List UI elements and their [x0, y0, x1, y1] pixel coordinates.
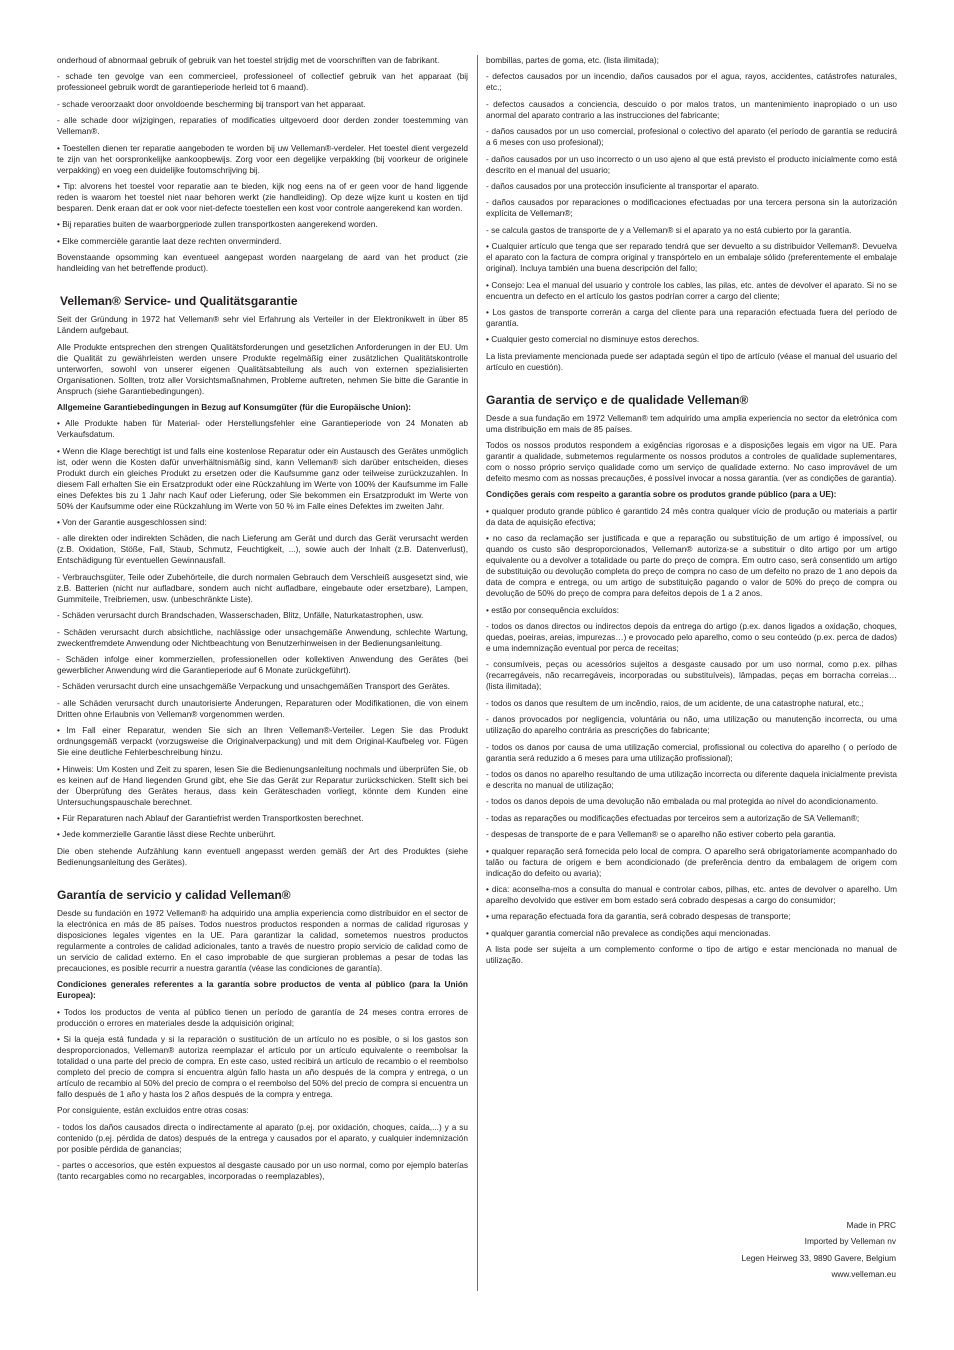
paragraph: - alle Schäden verursacht durch unautorisierte Änderungen, Reparaturen oder Modifikationen, die von einem Dritten ohne Erlaubnis von Velleman® vorgenommen werden. — [57, 697, 468, 719]
left-column — [57, 55, 468, 1188]
paragraph: - todas as reparações ou modificações efectuadas por terceiros sem a autorização de SA Velleman®; — [486, 812, 860, 823]
paragraph: • no caso da reclamação ser justificada e que a reparação ou substituição de um artigo é impossível, ou quando os custo são desproporcionados, Velleman® autoriza-se a substituir o dito artigo por um artigo equivalente ou a devolver a totalidade ou parte do preço de compra. Em outro caso, será consentido um artigo de substituição ou devolução completa do preço de compra no caso de um defeito no prazo de 1 ano depois da data de compra e entrega, ou um artigo de substituição pagando o valor de 50% do preço de compra ou devolução de 50% do preço de compra para defeitos depois de 1 a 2 anos. — [486, 533, 897, 599]
paragraph: • Wenn die Klage berechtigt ist und falls eine kostenlose Reparatur oder ein Austausch des Gerätes unmöglich ist, oder wenn die Kosten dafür unverhältnismäßig sind, kann Velleman® sich darüber entscheiden, dieses Produkt durch ein gleiches Produkt zu ersetzen oder die Kaufsumme ganz oder teilweise zurückzuzahlen. In diesem Fall erhalten Sie ein Ersatzprodukt oder eine Rückzahlung im Werte von 100% der Kaufsumme im Falle eines Defektes bis zu 1 Jahr nach Kauf oder Lieferung, oder Sie bekommen ein Ersatzprodukt im Werte von 50% der Kaufsumme oder eine Rückzahlung im Werte von 50 % im Falle eines Defektes im zweiten Jahr. — [57, 445, 468, 511]
paragraph: - Schäden verursacht durch Brandschaden, Wasserschaden, Blitz, Unfälle, Naturkatastrophen, usw. — [57, 610, 424, 621]
paragraph: - Verbrauchsgüter, Teile oder Zubehörteile, die durch normalen Gebrauch dem Verschleiß ausgesetzt sind, wie z.B. Batterien (nicht nur aufladbare, sondern auch nicht aufladbare, eingebaute oder ersetzbare), Lampen, Gummiteile, Treibriemen, usw. (unbeschränkte Liste). — [57, 571, 468, 604]
paragraph: • Im Fall einer Reparatur, wenden Sie sich an Ihren Velleman®-Verteiler. Legen Sie das Produkt ordnungsgemäß verpackt (vorzugsweise die Originalverpackung) und mit dem Original-Kaufbeleg vor. Fügen Sie eine deutliche Fehlerbeschreibung hinzu. — [57, 725, 468, 758]
paragraph: Seit der Gründung in 1972 hat Velleman® sehr viel Erfahrung als Verteiler in der Elektronikwelt in über 85 Ländern aufgebaut. — [57, 314, 468, 336]
paragraph: - Schäden verursacht durch absichtliche, nachlässige oder unsachgemäße Anwendung, schlechte Wartung, zweckentfremdete Anwendung oder Nichtbeachtung von Benutzerhinweisen in der Bedienungsanleitung. — [57, 626, 468, 648]
paragraph: Por consiguiente, están excluidos entre otras cosas: — [57, 1105, 249, 1116]
made-in-label: Made in PRC — [846, 1220, 896, 1230]
pt-warranty-intro — [486, 413, 897, 484]
paragraph: A lista pode ser sujeita a um complemento conforme o tipo de artigo e estar mencionada no manual de utilização. — [486, 944, 897, 966]
paragraph: - daños causados por un uso incorrecto o un uso ajeno al que está previsto el producto inicialmente como está descrito en el manual del usuario; — [486, 153, 897, 175]
es-warranty-continuation — [486, 55, 897, 373]
paragraph: - daños causados por una protección insuficiente al transportar el aparato. — [486, 180, 760, 191]
paragraph: • qualquer produto grande público é garantido 24 mês contra qualquer vício de produção ou materiais a partir da data de aquisição efectiva; — [486, 505, 897, 527]
es-warranty-items — [57, 1007, 468, 1183]
paragraph: - todos os danos por causa de uma utilização comercial, profissional ou colectiva do aparelho ( o período de garantia será reduzido a 6 meses para uma utilização profissional); — [486, 741, 897, 763]
paragraph: • Consejo: Lea el manual del usuario y controle los cables, las pilas, etc. antes de devolver el aparato. Si no se encuentra un defecto en el artículo los gastos podrían correr a cargo del cliente; — [486, 279, 897, 301]
es-conditions-heading: Condiciones generales referentes a la garantía sobre productos de venta al público (para la Unión Europea): — [57, 979, 468, 1001]
paragraph: Alle Produkte entsprechen den strengen Qualitätsforderungen und gesetzlichen Anforderungen in der EU. Um die Qualität zu gewährleisten werden unsere Produkte regelmäßig einer zusätzlichen Qualitätskontrolle unterworfen, sowohl von unserer eigenen Qualitätsabteilung als auch von externen spezialisierten Organisationen. Sollten, trotz aller Vorsichtsmaßnahmen, Probleme auftreten, nehmen Sie bitte die Garantie in Anspruch (siehe Garantiebedingungen). — [57, 341, 468, 396]
paragraph: - defectos causados a conciencia, descuido o por malos tratos, un mantenimiento inapropiado o un uso anormal del aparato contrario a las instrucciones del fabricante; — [486, 98, 897, 120]
paragraph: Die oben stehende Aufzählung kann eventuell angepasst werden gemäß der Art des Produktes (siehe Bedienungsanleitung des Gerätes). — [57, 845, 468, 867]
paragraph: • qualquer garantia comercial não prevalece as condições aqui mencionadas. — [486, 927, 771, 938]
paragraph: - se calcula gastos de transporte de y a Velleman® si el aparato ya no está cubierto por la garantía. — [486, 224, 852, 235]
de-warranty-intro — [57, 314, 468, 396]
right-column — [486, 55, 897, 972]
paragraph: - todos os danos depois de uma devolução não embalada ou mal protegida ao nível do acondicionamento. — [486, 796, 879, 807]
paragraph: - todos os danos no aparelho resultando de uma utilização incorrecta ou diferente daquela inicialmente prevista e descrita no manual de utilização; — [486, 768, 897, 790]
paragraph: • dica: aconselha-mos a consulta do manual e controlar cabos, pilhas, etc. antes de devolver o aparelho. Um aparelho devolvido que estiver em bom estado será cobrado despesas a cargo do consumidor; — [486, 883, 897, 905]
paragraph: - defectos causados por un incendio, daños causados por el agua, rayos, accidentes, catástrofes naturales, etc.; — [486, 71, 897, 93]
paragraph: - schade ten gevolge van een commercieel, professioneel of collectief gebruik van het apparaat (bij professioneel gebruik wordt de garantieperiode herleid tot 6 maand). — [57, 71, 468, 93]
paragraph: - Schäden infolge einer kommerziellen, professionellen oder kollektiven Anwendung des Gerätes (bei gewerblicher Anwendung wird die Garantieperiode auf 6 Monate zurückgeführt). — [57, 654, 468, 676]
paragraph: - danos provocados por negligencia, voluntária ou não, uma utilização ou manutenção incorrecta, ou uma utilização do aparelho contrária as prescrições do fabricante; — [486, 714, 897, 736]
paragraph: • Todos los productos de venta al público tienen un período de garantía de 24 meses contra errores de producción o errores en materiales desde la adquisición original; — [57, 1006, 468, 1028]
paragraph: onderhoud of abnormaal gebruik of gebruik van het toestel strijdig met de voorschriften van de fabrikant. — [57, 55, 440, 65]
paragraph: Bovenstaande opsomming kan eventueel aangepast worden naargelang de aard van het product (zie handleiding van het betreffende product). — [57, 252, 468, 274]
paragraph: • Für Reparaturen nach Ablauf der Garantiefrist werden Transportkosten berechnet. — [57, 812, 364, 823]
pt-warranty-title: Garantia de serviço e de qualidade Velleman® — [486, 392, 749, 407]
paragraph: • Los gastos de transporte correrán a carga del cliente para una reparación efectuada fuera del período de garantía. — [486, 306, 897, 328]
paragraph: - daños causados por reparaciones o modificaciones efectuadas por una tercera persona sin la autorización explícita de Velleman®; — [486, 197, 897, 219]
de-conditions-heading: Allgemeine Garantiebedingungen in Bezug auf Konsumgüter (für die Europäische Union): — [57, 401, 412, 412]
paragraph: bombillas, partes de goma, etc. (lista ilimitada); — [486, 55, 659, 65]
paragraph: - schade veroorzaakt door onvoldoende bescherming bij transport van het apparaat. — [57, 98, 366, 109]
paragraph: - daños causados por un uso comercial, profesional o colectivo del aparato (el período de garantía se reducirá a 6 meses con uso profesional); — [486, 126, 897, 148]
paragraph: La lista previamente mencionada puede ser adaptada según el tipo de artículo (véase el manual del usuario del artículo en cuestión). — [486, 350, 897, 372]
importer-label: Imported by Velleman nv — [804, 1236, 896, 1247]
paragraph: • qualquer reparação será fornecida pelo local de compra. O aparelho será obrigatoriamente acompanhado do talão ou factura de origem e bem acondicionado (de preferência dentro da embalagem de origem com indicação do defeito ou avaria); — [486, 845, 897, 878]
paragraph: • Hinweis: Um Kosten und Zeit zu sparen, lesen Sie die Bedienungsanleitung nochmals und überprüfen Sie, ob es keinen auf de Hand liegenden Grund gibt, ehe Sie das Gerät zur Reparatur zurückschicken. Stellt sich bei der Überprüfung des Gerätes heraus, dass kein Geräteschaden vorliegt, könnte dem Kunden eine Untersuchungspauschale berechnet. — [57, 763, 468, 807]
paragraph: - todos los daños causados directa o indirectamente al aparato (p.ej. por oxidación, choques, caída,...) y a su contenido (p.ej. pérdida de datos) después de la entrega y causados por el aparato, y cualquier indemnización por posible pérdida de ganancias; — [57, 1121, 468, 1154]
paragraph: - todos os danos directos ou indirectos depois da entrega do artigo (p.ex. danos ligados a oxidação, choques, quedas, poeiras, areias, impurezas…) e provocado pelo aparelho, como o seu conteúdo (p.ex. perca de dados) e uma indemnização eventual por perca de receitas; — [486, 621, 897, 654]
importer-address: Legen Heirweg 33, 9890 Gavere, Belgium — [741, 1252, 896, 1263]
pt-conditions-heading: Condições gerais com respeito a garantia sobre os produtos grande público (para a UE): — [486, 489, 837, 500]
paragraph: • Von der Garantie ausgeschlossen sind: — [57, 517, 207, 528]
paragraph: - alle schade door wijzigingen, reparaties of modificaties uitgevoerd door derden zonder toestemming van Velleman®. — [57, 115, 468, 137]
paragraph: • uma reparação efectuada fora da garantia, será cobrado despesas de transporte; — [486, 911, 791, 922]
paragraph: • Alle Produkte haben für Material- oder Herstellungsfehler eine Garantieperiode von 24 Monaten ab Verkaufsdatum. — [57, 418, 468, 440]
paragraph: • Toestellen dienen ter reparatie aangeboden te worden bij uw Velleman®-verdeler. Het toestel dient vergezeld te zijn van het oorspronkelijke aankoopbewijs. Zorg voor een degelijke verpakking (bij voorkeur de originele verpakking) en voeg een duidelijke foutomschrijving bij. — [57, 142, 468, 175]
es-warranty-title: Garantía de servicio y calidad Velleman® — [57, 887, 291, 902]
es-warranty-intro: Desde su fundación en 1972 Velleman® ha adquirido una amplia experiencia como distribuidor en el sector de la electrónica en más de 85 países. Todos nuestros productos responden a normas de calidad rigurosas y disposiciones legales vigentes en la UE. Para garantizar la calidad, sometemos nuestros productos regularmente a controles de calidad adicionales, tanto a través de nuestro propio servicio de calidad como de un servicio de calidad externo. En el caso improbable de que surgieran problemas a pesar de todas las precauciones, es posible recurrir a nuestra garantía (véase las condiciones de garantía). — [57, 907, 468, 973]
paragraph: • Cualquier artículo que tenga que ser reparado tendrá que ser devuelto a su distribuidor Velleman®. Devuelva el aparato con la factura de compra original y transpórtelo en un embalaje sólido (preferentemente el embalaje original). Incluya también una buena descripción del fallo; — [486, 241, 897, 274]
paragraph: • Bij reparaties buiten de waarborgperiode zullen transportkosten aangerekend worden. — [57, 219, 378, 230]
paragraph: • Cualquier gesto comercial no disminuye estos derechos. — [486, 334, 700, 345]
paragraph: • Elke commerciële garantie laat deze rechten onverminderd. — [57, 235, 282, 246]
nl-warranty-continuation — [57, 55, 468, 274]
de-warranty-title: Velleman® Service- und Qualitätsgarantie — [60, 294, 298, 309]
paragraph: - todos os danos que resultem de um incêndio, raios, de um acidente, de una catastrophe natural, etc.; — [486, 697, 864, 708]
paragraph: - despesas de transporte de e para Velleman® se o aparelho não estiver coberto pela garantia. — [486, 829, 836, 840]
de-warranty-items — [57, 418, 468, 867]
pt-warranty-items — [486, 506, 897, 966]
paragraph: - Schäden verursacht durch eine unsachgemäße Verpackung und unsachgemäßen Transport des Gerätes. — [57, 681, 450, 692]
paragraph: Desde a sua fundação em 1972 Velleman® tem adquirido uma amplia experiencia no sector da eletrónica com uma distribuição em mais de 85 países. — [486, 412, 897, 434]
paragraph: - partes o accesorios, que estén expuestos al desgaste causado por un uso normal, como por ejemplo baterías (tanto recargables como no recargables, incorporadas o reemplazables), — [57, 1160, 468, 1182]
paragraph: • Tip: alvorens het toestel voor reparatie aan te bieden, kijk nog eens na of er geen voor de hand liggende reden is waarom het toestel niet naar behoren werkt (zie handleiding). Op deze wijze kunt u kosten en tijd besparen. Denk eraan dat er ook voor niet-defecte toestellen een kost voor controle aangerekend kan worden. — [57, 180, 468, 213]
paragraph: • Jede kommerzielle Garantie lässt diese Rechte unberührt. — [57, 829, 276, 840]
paragraph: • Si la queja está fundada y si la reparación o sustitución de un artículo no es posible, o si los gastos son desproporcionados, Velleman® autoriza reemplazar el artículo por un artículo equivalente o reembolsar la totalidad o una parte del precio de compra. En este caso, usted recibirá un artículo de recambio o el reembolso completo del precio de compra si encuentra algún fallo hasta un año después de la compra y entrega, o un artículo de recambio al 50% del precio de compra o el reembolso del 50% del precio de compra si encuentra un fallo después de 1 año y hasta los 2 años después de la compra y entrega. — [57, 1033, 468, 1099]
importer-footer — [660, 1220, 896, 1286]
website-link[interactable]: www.velleman.eu — [831, 1269, 896, 1280]
paragraph: - alle direkten oder indirekten Schäden, die nach Lieferung am Gerät und durch das Gerät verursacht werden (z.B. Oxidation, Stöße, Fall, Staub, Schmutz, Feuchtigkeit, ...), sowie auch der Inhalt (z.B. Datenverlust), Entschädigung für eventuellen Gewinnausfall. — [57, 533, 468, 566]
paragraph: Todos os nossos produtos respondem a exigências rigorosas e a disposições legais em vigor na UE. Para garantir a qualidade, submetemos regularmente os nossos produtos a controles de qualidade suplementares, com o nosso próprio serviço qualidade como um serviço de qualidade externo. No caso improvável de um defeito mesmo com as nossas precauções, é possível invocar a nossa garantia. (ver as condições de garantia). — [486, 440, 897, 484]
paragraph: • estão por consequência excluídos: — [486, 604, 619, 615]
paragraph: - consumíveis, peças ou acessórios sujeitos a desgaste causado por um uso normal, como p.ex. pilhas (recarregáveis, não recarregáveis, incorporadas ou substituíveis), lâmpadas, peças em borracha correias… (lista ilimitada); — [486, 659, 897, 692]
column-divider — [477, 55, 478, 1291]
